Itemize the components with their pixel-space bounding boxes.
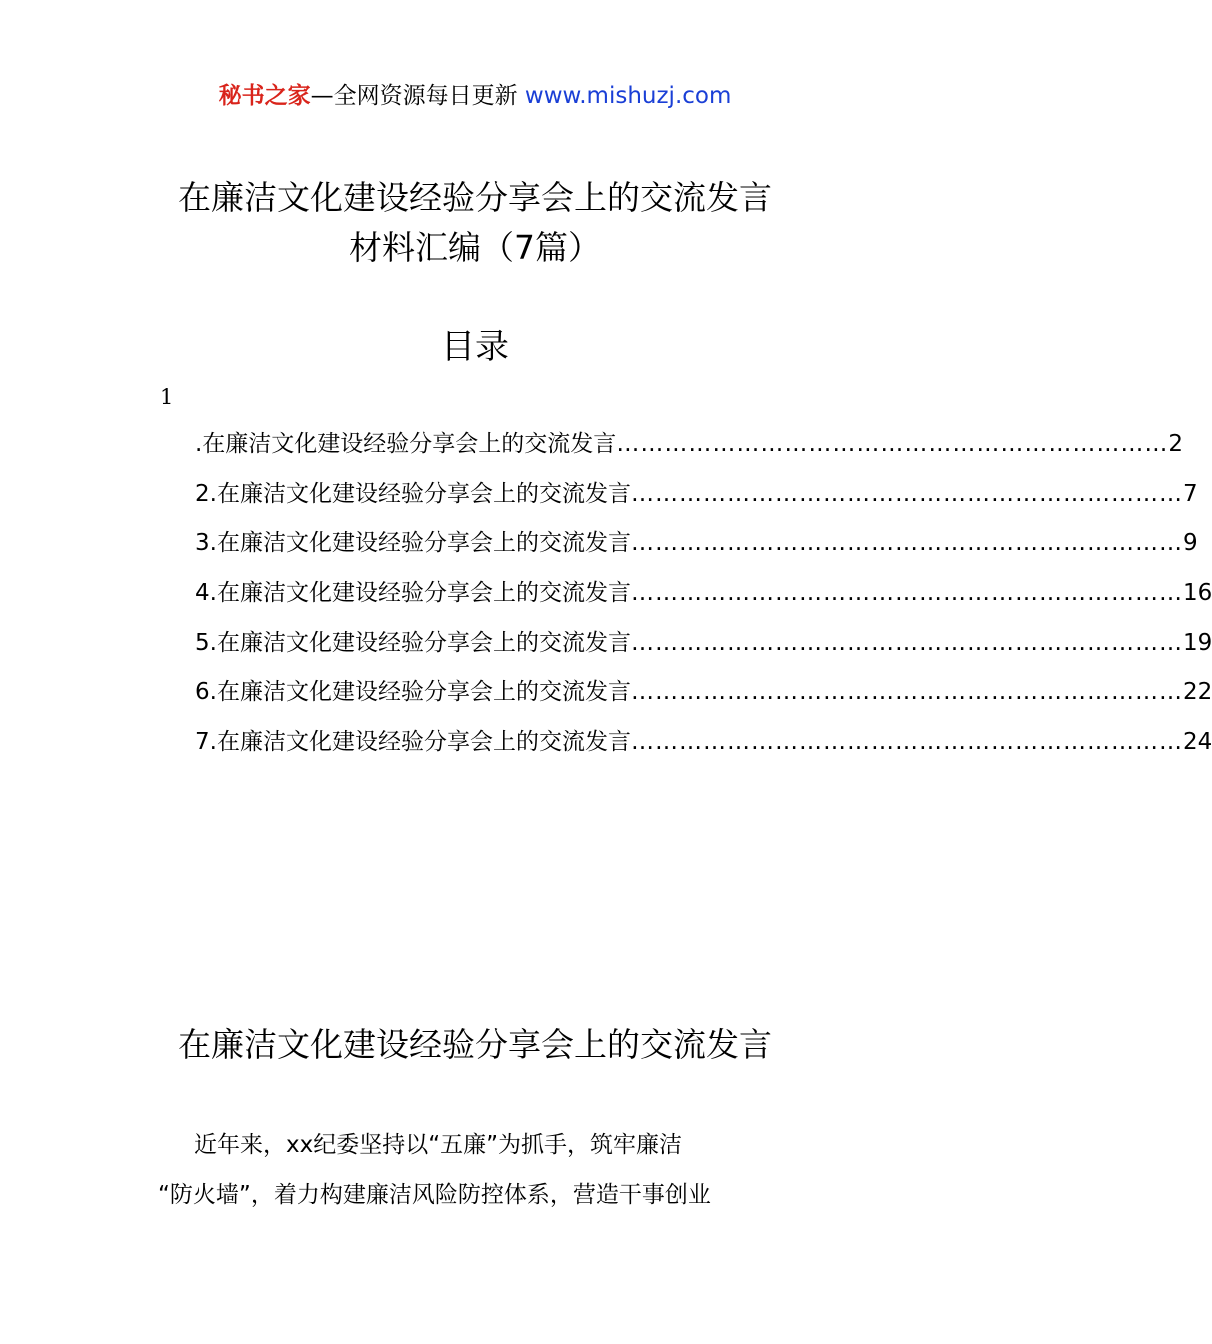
toc-entry[interactable] [195, 476, 1198, 526]
toc-page-number: 16 [1182, 580, 1212, 607]
toc-entry[interactable] [195, 674, 1212, 724]
toc-entry-label: .在廉洁文化建设经验分享会上的交流发言 [195, 431, 617, 457]
toc-leader-dots: …………………………………………………………… [630, 480, 1183, 507]
toc-entry-label: 5.在廉洁文化建设经验分享会上的交流发言 [195, 629, 631, 656]
toc-leader-dots: …………………………………………………………… [630, 629, 1183, 656]
table-of-contents [195, 426, 1212, 774]
document-title-line-2: 材料汇编（7篇） [349, 228, 601, 267]
toc-entry[interactable] [195, 625, 1212, 675]
toc-entry-label: 7.在廉洁文化建设经验分享会上的交流发言 [195, 729, 631, 756]
toc-leader-dots: …………………………………………………………… [630, 729, 1183, 756]
brand-name: 秘书之家 [218, 83, 311, 109]
toc-page-number: 24 [1182, 729, 1212, 756]
toc-entry-label: 2.在廉洁文化建设经验分享会上的交流发言 [195, 480, 631, 507]
banner-tagline: —全网资源每日更新 [310, 83, 518, 109]
toc-page-number: 22 [1182, 679, 1212, 706]
body-line: 近年来，xx纪委坚持以“五廉”为抓手，筑牢廉洁 [194, 1132, 683, 1158]
toc-stray-number: 1 [160, 385, 174, 409]
toc-entry-label: 6.在廉洁文化建设经验分享会上的交流发言 [195, 679, 631, 706]
toc-entry-label: 4.在廉洁文化建设经验分享会上的交流发言 [195, 580, 631, 607]
toc-page-number: 19 [1182, 629, 1212, 656]
toc-leader-dots: …………………………………………………………… [616, 431, 1169, 457]
toc-page-number: 2 [1168, 431, 1183, 457]
site-url-link[interactable]: www.mishuzj.com [524, 83, 732, 109]
toc-leader-dots: …………………………………………………………… [630, 580, 1183, 607]
toc-entry[interactable] [195, 575, 1212, 625]
section-title: 在廉洁文化建设经验分享会上的交流发言 [178, 1025, 772, 1064]
toc-page-number: 7 [1182, 480, 1198, 507]
toc-leader-dots: …………………………………………………………… [630, 679, 1183, 706]
toc-page-number: 9 [1182, 530, 1198, 557]
toc-heading: 目录 [441, 327, 509, 367]
document-title-line-1: 在廉洁文化建设经验分享会上的交流发言 [178, 178, 772, 217]
body-line: “防火墙”，着力构建廉洁风险防控体系，营造干事创业 [158, 1182, 711, 1208]
toc-entry[interactable] [195, 426, 1183, 476]
site-banner [0, 80, 950, 112]
toc-entry-label: 3.在廉洁文化建设经验分享会上的交流发言 [195, 530, 631, 557]
toc-entry[interactable] [195, 525, 1198, 575]
toc-entry[interactable] [195, 724, 1212, 774]
toc-leader-dots: …………………………………………………………… [630, 530, 1183, 557]
body-paragraph [158, 1120, 808, 1220]
